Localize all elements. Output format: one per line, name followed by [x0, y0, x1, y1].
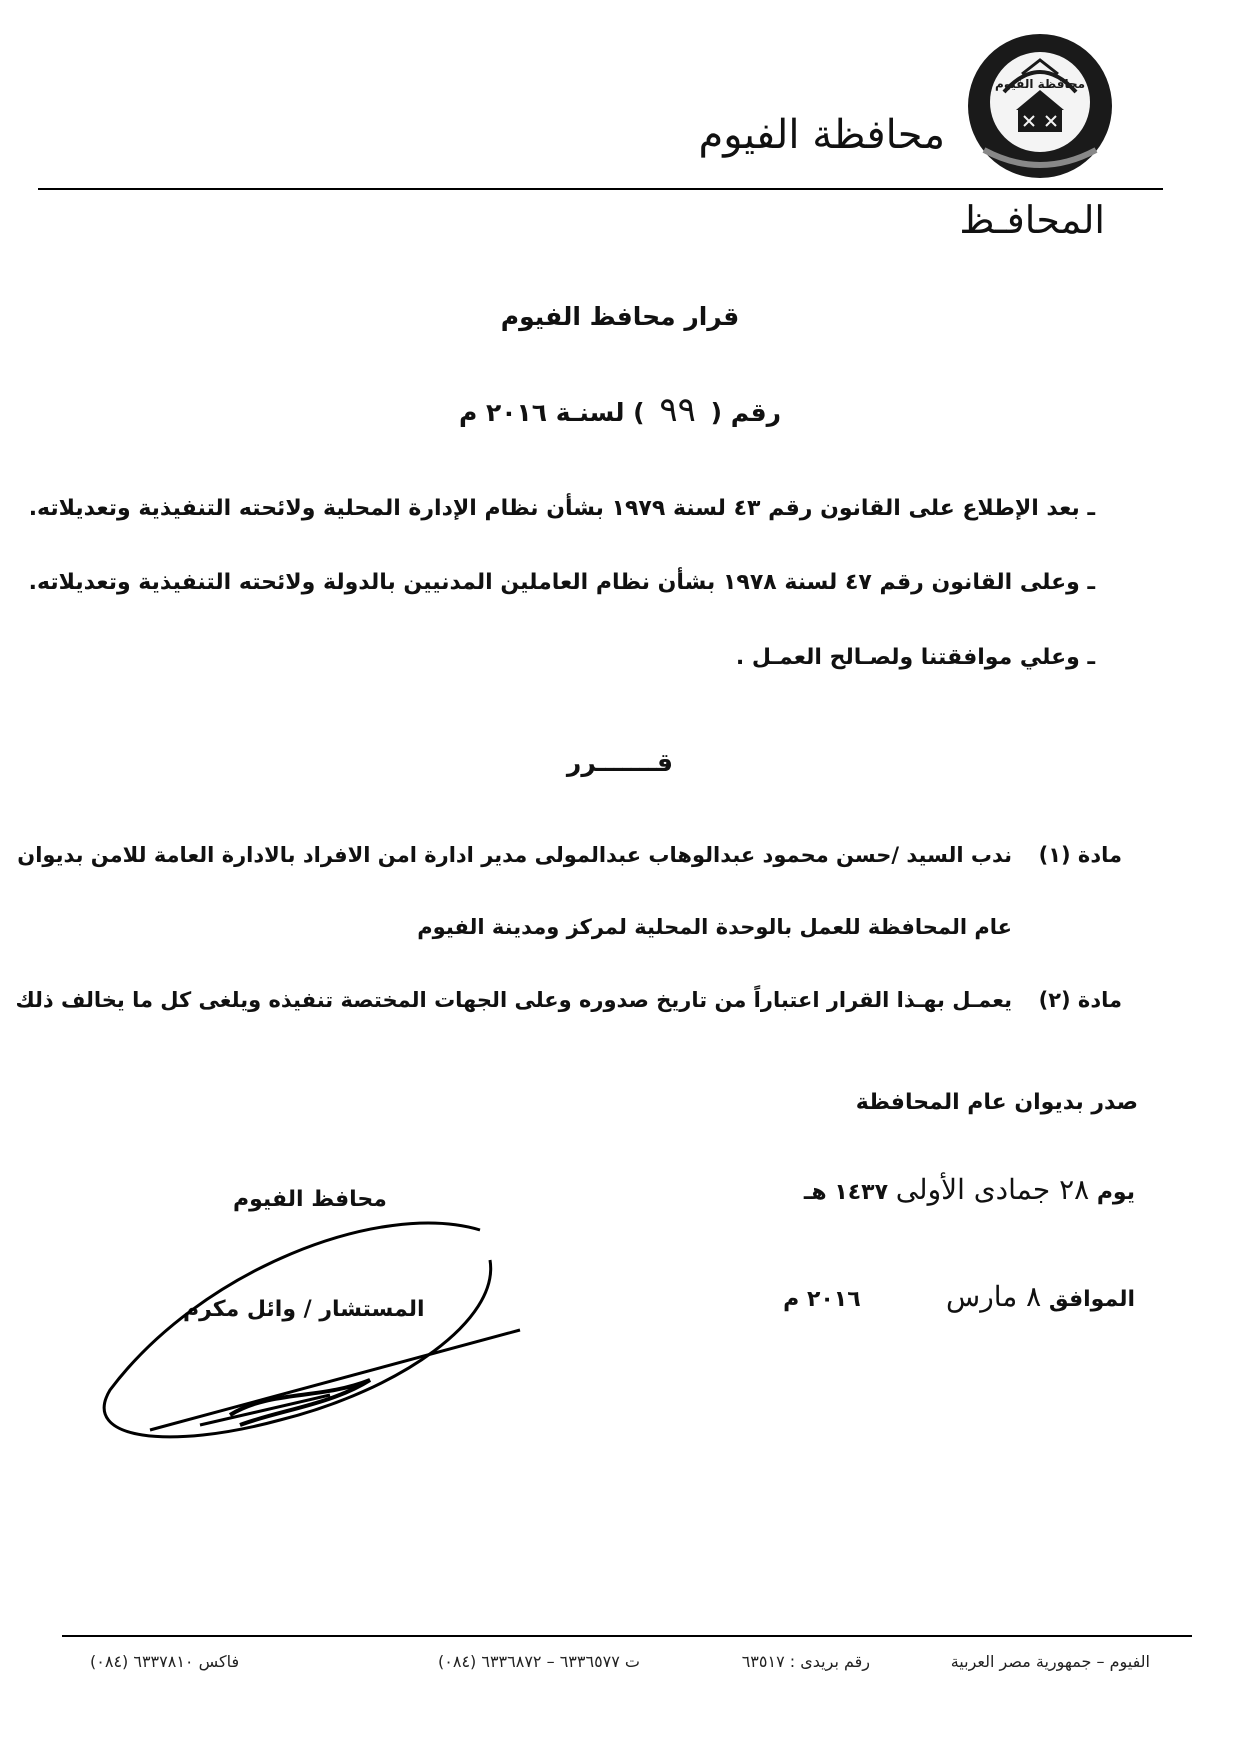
hijri-year: ١٤٣٧ هـ	[803, 1180, 889, 1205]
decision-title: قرار محافظ الفيوم	[500, 302, 740, 331]
decision-number	[0, 390, 1240, 430]
governorate-name: محافظة الفيوم	[698, 112, 945, 158]
footer-postal-code: رقم بريدى : ٦٣٥١٧	[741, 1652, 870, 1671]
governorate-seal	[964, 30, 1116, 182]
footer-fax: فاكس ٦٣٣٧٨١٠ (٠٨٤)	[90, 1652, 240, 1671]
hijri-date-prefix: يوم	[1096, 1180, 1135, 1205]
preamble-approval: ـ وعلي موافقتنا ولصـالح العمـل .	[735, 645, 1095, 670]
footer-address: الفيوم – جمهورية مصر العربية	[950, 1652, 1150, 1671]
signatory-name: المستشار / وائل مكرم	[183, 1297, 425, 1322]
gregorian-date-handwritten: ٨ مارس	[946, 1280, 1042, 1313]
seal-text: محافظة الفيوم	[994, 77, 1086, 91]
article-1-label: مادة (١)	[1038, 843, 1122, 867]
preamble-law-47: ـ وعلى القانون رقم ٤٧ لسنة ١٩٧٨ بشأن نظام العاملين المدنيين بالدولة ولائحته التنفيذية وتعديلاته.	[28, 570, 1095, 595]
article-1-text-line-2: عام المحافظة للعمل بالوحدة المحلية لمركز ومدينة الفيوم	[417, 915, 1012, 939]
signatory-title: محافظ الفيوم	[233, 1187, 387, 1212]
gregorian-year: ٢٠١٦ م	[783, 1287, 861, 1312]
article-2-text: يعمـل بهـذا القرار اعتباراً من تاريخ صدوره وعلى الجهات المختصة تنفيذه ويلغى كل ما يخالف ذلك	[15, 988, 1012, 1012]
decision-number-suffix: ) لسنـة ٢٠١٦ م	[458, 398, 645, 427]
gregorian-date	[783, 1280, 1135, 1313]
issued-at: صدر بديوان عام المحافظة	[855, 1090, 1138, 1115]
decides-heading: قـــــــرر	[566, 748, 674, 777]
hijri-date	[804, 1173, 1135, 1206]
decision-number-prefix: رقم (	[710, 398, 782, 427]
signature-mark	[80, 1210, 540, 1450]
article-1-text-line-1: ندب السيد /حسن محمود عبدالوهاب عبدالمولى مدير ادارة امن الافراد بالادارة العامة للامن بديوان	[17, 843, 1012, 867]
footer-phone: ت ٦٣٣٦٥٧٧ – ٦٣٣٦٨٧٢ (٠٨٤)	[438, 1652, 640, 1671]
header-divider	[38, 188, 1163, 190]
hijri-date-handwritten: ٢٨ جمادى الأولى	[895, 1173, 1090, 1206]
article-2-label: مادة (٢)	[1038, 988, 1122, 1012]
gregorian-date-prefix: الموافق	[1048, 1287, 1135, 1312]
office-title: المحافـظ	[959, 198, 1105, 242]
footer-divider	[62, 1635, 1192, 1637]
preamble-law-43: ـ بعد الإطلاع على القانون رقم ٤٣ لسنة ١٩٧٩ بشأن نظام الإدارة المحلية ولائحته التنفيذية وتعديلاته.	[28, 496, 1095, 521]
decision-number-value: ٩٩	[659, 390, 696, 430]
